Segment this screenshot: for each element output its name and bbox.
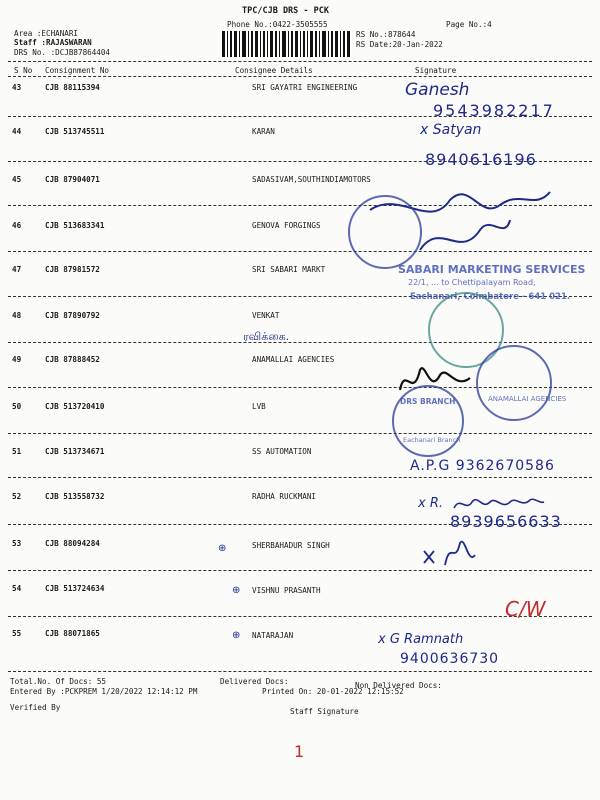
row-consignee: SRI GAYATRI ENGINEERING [252,83,358,92]
row-consignment: CJB 513720410 [45,402,105,411]
handwritten-phone: 8940616196 [425,150,537,169]
row-consignee: ANAMALLAI AGENCIES [252,355,335,364]
col-sno: S No [14,66,33,75]
stamp-text: Eachanari Branch [403,436,461,444]
company-seal-stamp [348,195,422,269]
total-docs: Total.No. Of Docs: 55 [10,677,107,686]
row-consignment: CJB 88115394 [45,83,100,92]
stamp-text: ANAMALLAI AGENCIES [488,395,567,403]
handwritten-mark-icon: ⊕ [232,585,241,596]
row-divider [8,671,592,672]
row-consignment: CJB 88071865 [45,629,100,638]
row-consignment: CJB 513734671 [45,447,105,456]
company-seal-stamp [476,345,552,421]
entered-by: Entered By :PCKPREM 1/20/2022 12:14:12 PM [10,687,198,696]
handwritten-name: x G Ramnath [378,632,464,647]
row-consignment: CJB 513558732 [45,492,105,501]
drs-number: DRS No. :DCJB87864404 [14,48,111,57]
row-sno: 55 [12,629,22,638]
stamp-text: Eachanari, Coimbatore - 641 021. [410,292,571,302]
row-consignment: CJB 87904071 [45,175,100,184]
row-sno: 46 [12,221,22,230]
row-sno: 43 [12,83,22,92]
handwritten-phone: 8939656633 [450,512,562,531]
row-sno: 52 [12,492,22,501]
branch-seal-stamp [392,385,464,457]
handwritten-note: ரவிக்கை. [243,330,290,343]
row-sno: 53 [12,539,22,548]
stamp-text: 22/1, ... to Chettipalayam Road, [408,278,536,287]
row-consignment: CJB 87888452 [45,355,100,364]
col-consignee: Consignee Details [235,66,313,75]
stamp-text: SABARI MARKETING SERVICES [398,263,586,276]
row-consignment: CJB 87981572 [45,265,100,274]
page-number: Page No.:4 [446,20,492,29]
area-label: Area :ECHANARI [14,29,79,38]
handwritten-mark-icon: ⊕ [232,630,241,641]
handwritten-phone: A.P.G 9362670586 [410,458,555,474]
row-divider [8,433,592,434]
handwritten-name: Ganesh [405,80,470,100]
row-consignee: GENOVA FORGINGS [252,221,321,230]
row-consignee: SS AUTOMATION [252,447,312,456]
stamp-text: DRS BRANCH [400,397,456,406]
handwritten-mark-icon: ⊕ [218,543,227,554]
row-consignment: CJB 513724634 [45,584,105,593]
handwritten-page-mark: 1 [294,742,305,761]
row-sno: 49 [12,355,22,364]
row-consignee: NATARAJAN [252,631,294,640]
header-divider-bottom [8,76,592,77]
rs-date: RS Date:20-Jan-2022 [356,40,443,49]
document-title: TPC/CJB DRS - PCK [242,6,329,16]
row-consignee: LVB [252,402,266,411]
col-consignment: Consignment No [45,66,110,75]
verified-by: Verified By [10,703,61,712]
handwritten-phone: 9543982217 [433,101,555,120]
row-consignee: SHERBAHADUR SINGH [252,541,330,550]
row-consignment: CJB 88094284 [45,539,100,548]
row-consignee: VISHNU PRASANTH [252,586,321,595]
col-signature: Signature [415,66,457,75]
row-sno: 45 [12,175,22,184]
printed-on: Printed On: 20-01-2022 12:15:52 [262,687,404,696]
staff-label: Staff :RAJASWARAN [14,38,92,47]
handwritten-name: x R. [418,496,443,511]
row-sno: 48 [12,311,22,320]
row-sno: 47 [12,265,22,274]
row-divider [8,477,592,478]
non-delivered-docs: Non Delivered Docs: [355,681,442,690]
row-consignment: CJB 513745511 [45,127,105,136]
row-sno: 51 [12,447,22,456]
row-consignment: CJB 87890792 [45,311,100,320]
handwritten-phone: 9400636730 [400,651,500,667]
row-sno: 50 [12,402,22,411]
row-consignee: RADHA RUCKMANI [252,492,317,501]
handwritten-cw-note: C/W [505,597,546,621]
phone-number: Phone No.:0422-3505555 [227,20,328,29]
signature-scribble [420,535,480,570]
staff-signature: Staff Signature [290,707,359,716]
handwritten-tamil-name [452,494,547,514]
row-consignee: SADASIVAM,SOUTHINDIAMOTORS [252,175,371,184]
row-consignment: CJB 513683341 [45,221,105,230]
row-consignee: KARAN [252,127,275,136]
row-consignee: SRI SABARI MARKT [252,265,326,274]
delivered-docs: Delivered Docs: [220,677,289,686]
row-divider [8,342,592,343]
barcode [222,31,352,57]
row-consignee: VENKAT [252,311,280,320]
row-sno: 54 [12,584,22,593]
header-divider-top [8,61,592,62]
rs-number: RS No.:878644 [356,30,416,39]
handwritten-name: x Satyan [420,122,482,138]
row-sno: 44 [12,127,22,136]
row-divider [8,570,592,571]
